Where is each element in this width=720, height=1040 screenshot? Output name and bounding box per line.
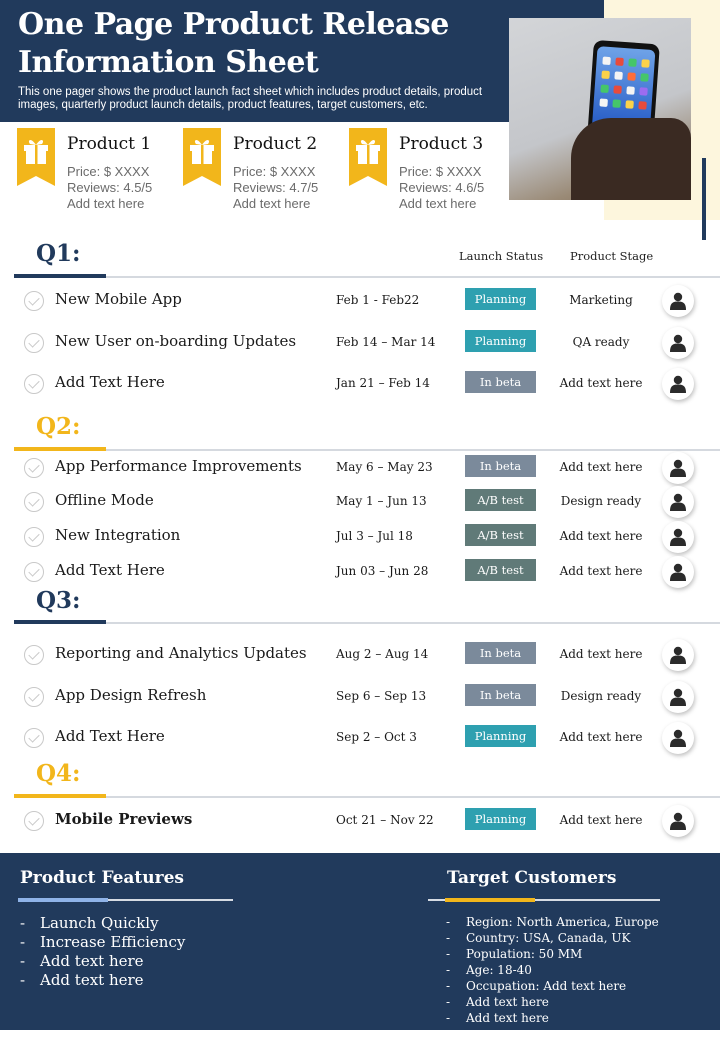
release-row xyxy=(0,807,720,837)
product-features-title: Product Features xyxy=(20,868,184,888)
product-features-accent xyxy=(18,898,108,902)
release-name: App Performance Improvements xyxy=(55,457,302,475)
quarter-label-q2: Q2: xyxy=(36,413,81,440)
release-dates: Sep 6 – Sep 13 xyxy=(336,689,427,703)
release-dates: Jan 21 – Feb 14 xyxy=(336,376,430,390)
product-reviews: Reviews: 4.5/5 xyxy=(67,180,153,195)
owner-avatar xyxy=(662,452,694,484)
customer-item: - Occupation: Add text here xyxy=(446,978,659,994)
page-title-line2: Information Sheet xyxy=(18,45,319,80)
product-price: Price: $ XXXX xyxy=(233,164,316,179)
release-row xyxy=(0,523,720,553)
page-subtitle: This one pager shows the product launch fact sheet which includes product details, product images, quarterly product launch details, product features, target customers, etc. xyxy=(18,86,483,111)
check-circle-icon xyxy=(24,811,44,831)
release-name: Add Text Here xyxy=(55,373,165,391)
owner-avatar xyxy=(662,556,694,588)
column-header-launch-status: Launch Status xyxy=(459,249,544,263)
gift-icon xyxy=(17,128,55,186)
check-circle-icon xyxy=(24,291,44,311)
product-note: Add text here xyxy=(67,196,145,211)
launch-status-badge: Planning xyxy=(465,808,536,830)
quarter-divider xyxy=(14,276,720,278)
launch-status-badge: A/B test xyxy=(465,524,536,546)
launch-status-badge: A/B test xyxy=(465,559,536,581)
customer-item: - Age: 18-40 xyxy=(446,962,659,978)
user-icon xyxy=(670,459,686,477)
target-customers-title: Target Customers xyxy=(447,868,617,888)
product-name: Product 1 xyxy=(67,134,152,154)
release-row xyxy=(0,287,720,317)
user-icon xyxy=(670,375,686,393)
user-icon xyxy=(670,292,686,310)
launch-status-badge: A/B test xyxy=(465,489,536,511)
release-name: Mobile Previews xyxy=(55,810,193,828)
quarter-label-q4: Q4: xyxy=(36,760,81,787)
product-note: Add text here xyxy=(399,196,477,211)
release-dates: Feb 1 - Feb22 xyxy=(336,293,420,307)
launch-status-badge: Planning xyxy=(465,330,536,352)
release-name: Reporting and Analytics Updates xyxy=(55,644,307,662)
owner-avatar xyxy=(662,681,694,713)
user-icon xyxy=(670,688,686,706)
gift-icon xyxy=(183,128,221,186)
release-dates: Oct 21 – Nov 22 xyxy=(336,813,434,827)
release-name: Add Text Here xyxy=(55,561,165,579)
release-dates: Jul 3 – Jul 18 xyxy=(336,529,413,543)
target-customers-accent xyxy=(445,898,535,902)
page-title-line1: One Page Product Release xyxy=(18,7,449,42)
product-price: Price: $ XXXX xyxy=(67,164,150,179)
product-stage: Add text here xyxy=(559,647,643,661)
release-name: Add Text Here xyxy=(55,727,165,745)
owner-avatar xyxy=(662,486,694,518)
check-circle-icon xyxy=(24,728,44,748)
owner-avatar xyxy=(662,368,694,400)
product-stage: Add text here xyxy=(559,460,643,474)
user-icon xyxy=(670,334,686,352)
product-reviews: Reviews: 4.6/5 xyxy=(399,180,485,195)
owner-avatar xyxy=(662,521,694,553)
product-stage: QA ready xyxy=(572,335,630,349)
release-row xyxy=(0,683,720,713)
product-stage: Design ready xyxy=(560,689,642,703)
quarter-divider xyxy=(14,622,720,624)
product-card-3 xyxy=(349,128,509,224)
release-row xyxy=(0,558,720,588)
product-stage: Add text here xyxy=(559,730,643,744)
product-features-list xyxy=(20,914,185,990)
owner-avatar xyxy=(662,639,694,671)
release-dates: Jun 03 – Jun 28 xyxy=(336,564,429,578)
check-circle-icon xyxy=(24,687,44,707)
launch-status-badge: Planning xyxy=(465,725,536,747)
quarter-label-q3: Q3: xyxy=(36,587,81,614)
release-dates: Aug 2 – Aug 14 xyxy=(336,647,429,661)
owner-avatar xyxy=(662,327,694,359)
launch-status-badge: Planning xyxy=(465,288,536,310)
owner-avatar xyxy=(662,805,694,837)
check-circle-icon xyxy=(24,458,44,478)
product-note: Add text here xyxy=(233,196,311,211)
quarter-accent-bar xyxy=(14,447,106,451)
release-name: App Design Refresh xyxy=(55,686,207,704)
customer-item: - Region: North America, Europe xyxy=(446,914,659,930)
release-row xyxy=(0,454,720,484)
target-customers-list xyxy=(446,914,659,1026)
customer-item: - Country: USA, Canada, UK xyxy=(446,930,659,946)
product-photo xyxy=(509,18,691,200)
release-row xyxy=(0,724,720,754)
user-icon xyxy=(670,729,686,747)
product-stage: Add text here xyxy=(559,376,643,390)
product-price: Price: $ XXXX xyxy=(399,164,482,179)
user-icon xyxy=(670,493,686,511)
product-card-2 xyxy=(183,128,343,224)
owner-avatar xyxy=(662,722,694,754)
release-row xyxy=(0,488,720,518)
product-name: Product 3 xyxy=(399,134,484,154)
product-stage: Add text here xyxy=(559,529,643,543)
product-reviews: Reviews: 4.7/5 xyxy=(233,180,319,195)
release-dates: May 6 – May 23 xyxy=(336,460,433,474)
check-circle-icon xyxy=(24,527,44,547)
feature-item: - Add text here xyxy=(20,952,185,971)
product-stage: Design ready xyxy=(560,494,642,508)
customer-item: - Population: 50 MM xyxy=(446,946,659,962)
footer-panel xyxy=(0,853,720,1030)
product-card-1 xyxy=(17,128,177,224)
user-icon xyxy=(670,528,686,546)
quarter-accent-bar xyxy=(14,794,106,798)
user-icon xyxy=(670,812,686,830)
product-stage: Add text here xyxy=(559,564,643,578)
check-circle-icon xyxy=(24,492,44,512)
customer-item: - Add text here xyxy=(446,994,659,1010)
header-accent-bar xyxy=(702,158,706,240)
check-circle-icon xyxy=(24,374,44,394)
check-circle-icon xyxy=(24,645,44,665)
check-circle-icon xyxy=(24,562,44,582)
quarter-divider xyxy=(14,449,720,451)
launch-status-badge: In beta xyxy=(465,371,536,393)
release-dates: Feb 14 – Mar 14 xyxy=(336,335,436,349)
launch-status-badge: In beta xyxy=(465,684,536,706)
release-row xyxy=(0,641,720,671)
product-name: Product 2 xyxy=(233,134,318,154)
page-title xyxy=(18,6,498,82)
owner-avatar xyxy=(662,285,694,317)
release-name: Offline Mode xyxy=(55,491,154,509)
feature-item: - Add text here xyxy=(20,971,185,990)
release-name: New Integration xyxy=(55,526,181,544)
quarter-label-q1: Q1: xyxy=(36,240,81,267)
user-icon xyxy=(670,646,686,664)
customer-item: - Add text here xyxy=(446,1010,659,1026)
column-header-product-stage: Product Stage xyxy=(570,249,654,263)
release-name: New Mobile App xyxy=(55,290,182,308)
release-row xyxy=(0,370,720,400)
product-stage: Marketing xyxy=(569,293,633,307)
gift-icon xyxy=(349,128,387,186)
release-dates: Sep 2 – Oct 3 xyxy=(336,730,417,744)
launch-status-badge: In beta xyxy=(465,642,536,664)
quarter-divider xyxy=(14,796,720,798)
launch-status-badge: In beta xyxy=(465,455,536,477)
hand-image xyxy=(571,118,691,200)
quarter-accent-bar xyxy=(14,274,106,278)
feature-item: - Launch Quickly xyxy=(20,914,185,933)
release-name: New User on-boarding Updates xyxy=(55,332,297,350)
feature-item: - Increase Efficiency xyxy=(20,933,185,952)
quarter-accent-bar xyxy=(14,620,106,624)
product-stage: Add text here xyxy=(559,813,643,827)
user-icon xyxy=(670,563,686,581)
release-row xyxy=(0,329,720,359)
release-dates: May 1 – Jun 13 xyxy=(336,494,427,508)
check-circle-icon xyxy=(24,333,44,353)
